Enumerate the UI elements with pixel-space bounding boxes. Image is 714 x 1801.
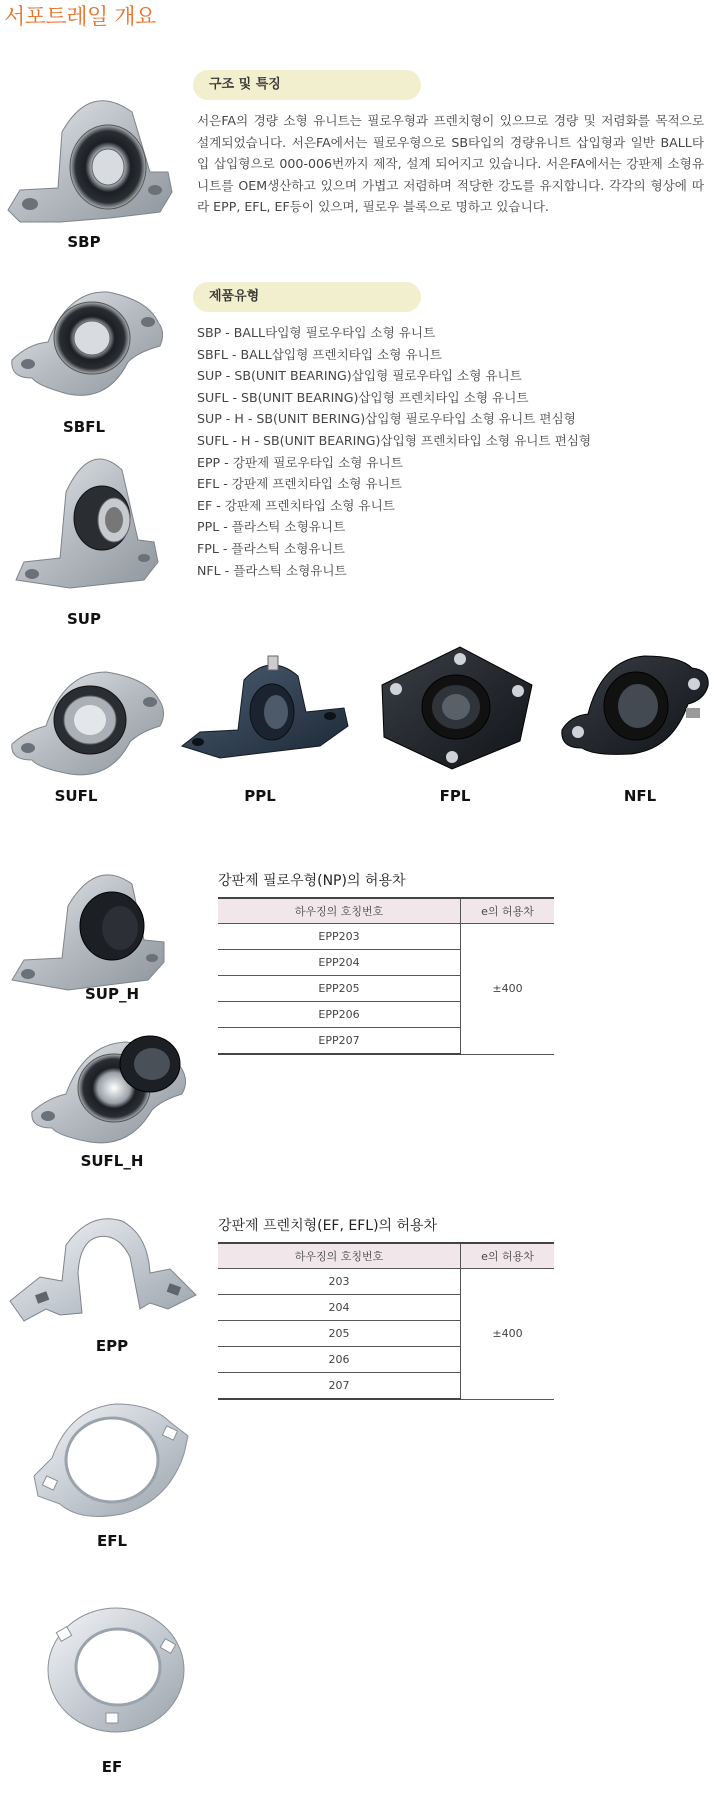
- table2-title: 강판제 프렌치형(EF, EFL)의 허용차: [218, 1218, 438, 1234]
- list-item: EF - 강판제 프렌치타입 소형 유니트: [197, 497, 395, 513]
- list-item: SBP - BALL타입형 필로우타입 소형 유니트: [197, 325, 436, 340]
- table-row: 205: [218, 1321, 461, 1347]
- sbp-product-image: [0, 72, 175, 232]
- table-row: 203: [218, 1269, 461, 1295]
- list-item: EFL - 강판제 프렌치타입 소형 유니트: [197, 476, 402, 492]
- efl-caption: EFL: [96, 1532, 128, 1550]
- nfl-caption: NFL: [623, 787, 657, 805]
- structure-paragraph: 서은FA의 경량 소형 유니트는 필로우형과 프렌치형이 있으므로 경량 및 저렴화를 목적으로 설계되었습니다. 서은FA에서는 필로우형으로 SB타입의 경량유니트 삽입형과 일반 BALL타입 삽입형으로 000-006번까지 제작, 설계 되어지고 있습니다. 서은FA에서는 강판제 소형유니트를 OEM생산하고 있으며 가볍고 저렴하며 적당한 강도를 유지합니다. 각각의 형상에 따라 EPP, EFL, EF등이 있으며, 필로우 블록으로 명하고 있습니다.: [197, 113, 704, 214]
- list-item: SUP - SB(UNIT BEARING)삽입형 필로우타입 소형 유니트: [197, 368, 522, 384]
- section-heading-structure: [193, 70, 421, 100]
- table-row: 206: [218, 1347, 461, 1373]
- ef-caption: EF: [101, 1758, 123, 1776]
- table-row: 204: [218, 1295, 461, 1321]
- table1-col-tolerance: e의 허용차: [461, 898, 555, 924]
- list-item: FPL - 플라스틱 소형유니트: [197, 540, 345, 556]
- table1-title: 강판제 필로우형(NP)의 허용차: [218, 873, 406, 889]
- list-item: SBFL - BALL삽입형 프렌치타입 소형 유니트: [197, 346, 442, 362]
- sbfl-caption: SBFL: [62, 418, 106, 436]
- ppl-caption: PPL: [244, 787, 276, 805]
- table-row: EPP204: [218, 950, 461, 976]
- table-row: EPP206: [218, 1002, 461, 1028]
- sbfl-product-image: [8, 282, 168, 402]
- list-item: SUFL - H - SB(UNIT BEARING)삽입형 프렌치타입 소형 유니트 편심형: [197, 432, 592, 448]
- page-title: 서포트레일 개요: [4, 5, 156, 30]
- sup-product-image: [10, 430, 160, 595]
- tolerance-table-ef-efl: [218, 1242, 554, 1400]
- ppl-product-image: [180, 650, 350, 770]
- epp-product-image: [0, 1205, 200, 1335]
- sufl-caption: SUFL: [54, 787, 98, 805]
- table1-tolerance-value: ±400: [461, 924, 555, 1055]
- section-heading-structure-label: 구조 및 특징: [209, 77, 281, 92]
- tolerance-table-np: [218, 897, 554, 1055]
- table-row: EPP205: [218, 976, 461, 1002]
- sup-caption: SUP: [67, 610, 101, 628]
- list-item: NFL - 플라스틱 소형유니트: [197, 562, 347, 578]
- table2-col-housing: 하우징의 호칭번호: [218, 1243, 461, 1269]
- section-heading-product-types-label: 제품유형: [209, 289, 260, 304]
- table2-tolerance-value: ±400: [461, 1269, 555, 1400]
- table1-col-housing: 하우징의 호칭번호: [218, 898, 461, 924]
- efl-product-image: [30, 1392, 190, 1527]
- sufl-h-product-image: [30, 1030, 195, 1150]
- sufl-h-caption: SUFL_H: [80, 1152, 144, 1170]
- fpl-caption: FPL: [439, 787, 471, 805]
- list-item: EPP - 강판제 필로우타입 소형 유니트: [197, 454, 403, 470]
- table-row: EPP207: [218, 1028, 461, 1055]
- section-heading-product-types: [193, 282, 421, 312]
- list-item: SUFL - SB(UNIT BEARING)삽입형 프렌치타입 소형 유니트: [197, 389, 529, 405]
- table2-col-tolerance: e의 허용차: [461, 1243, 555, 1269]
- ef-product-image: [44, 1605, 189, 1735]
- epp-caption: EPP: [95, 1337, 129, 1355]
- sup-h-product-image: [8, 856, 168, 996]
- list-item: PPL - 플라스틱 소형유니트: [197, 519, 346, 535]
- table-row: EPP203: [218, 924, 461, 950]
- fpl-product-image: [380, 645, 535, 770]
- list-item: SUP - H - SB(UNIT BERING)삽입형 필로우타입 소형 유니트 편심형: [197, 411, 576, 427]
- nfl-product-image: [560, 650, 710, 765]
- product-type-list: [197, 322, 591, 581]
- table-row: 207: [218, 1373, 461, 1400]
- sup-h-caption: SUP_H: [84, 985, 140, 1003]
- sbp-caption: SBP: [67, 233, 101, 251]
- sufl-product-image: [8, 660, 168, 780]
